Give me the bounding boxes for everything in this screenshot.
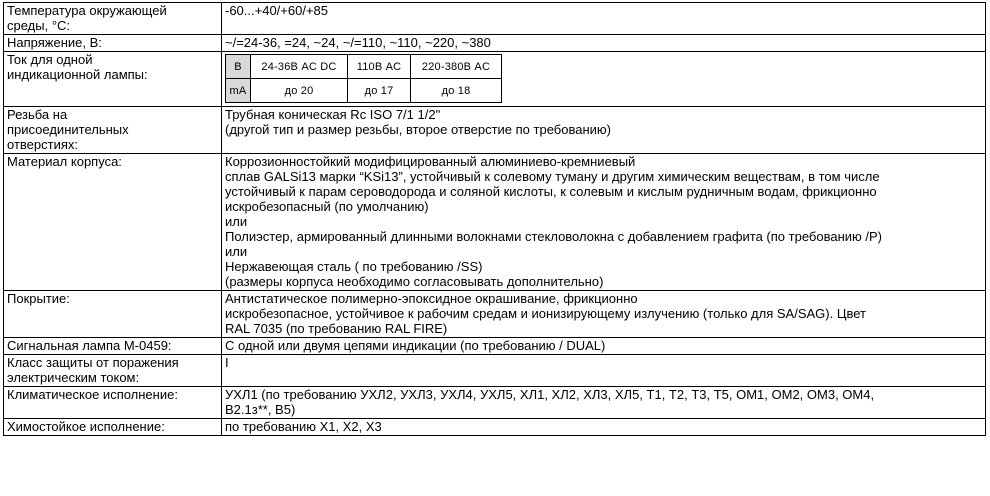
spec-value-line: сплав GALSi13 марки “KSi13”, устойчивый к солевому туману и другим химическим веществам, в том числе <box>225 169 880 184</box>
spec-value-line: Нержавеющая сталь ( по требованию /SS) <box>225 259 483 274</box>
spec-value-cell <box>222 338 986 355</box>
lamp-current-values-row <box>226 79 502 103</box>
lamp-current-cell: до 18 <box>411 79 502 103</box>
spec-value-line: устойчивый к парам сероводорода и соляной кислоты, к солевым и кислым рудничным водам, фрикционно <box>225 184 877 199</box>
spec-value-line: искробезопасный (по умолчанию) <box>225 199 429 214</box>
lamp-current-cell: 24-36В AC DC <box>251 55 348 79</box>
spec-label-cell <box>4 387 222 419</box>
spec-value-line: RAL 7035 (по требованию RAL FIRE) <box>225 321 448 336</box>
spec-value-cell <box>222 291 986 338</box>
spec-label-line: индикационной лампы: <box>7 67 148 82</box>
spec-label-line: Климатическое исполнение: <box>7 387 178 402</box>
spec-value-cell <box>222 3 986 35</box>
spec-value-line: -60...+40/+60/+85 <box>225 3 329 18</box>
lamp-current-cell: 220-380В AC <box>411 55 502 79</box>
spec-value-line: С одной или двумя цепями индикации (по требованию / DUAL) <box>225 338 606 353</box>
spec-label-cell <box>4 291 222 338</box>
lamp-current-cell: 110В AC <box>348 55 411 79</box>
spec-row <box>4 387 986 419</box>
spec-row <box>4 355 986 387</box>
spec-row <box>4 35 986 52</box>
spec-label-cell <box>4 355 222 387</box>
spec-value-cell <box>222 387 986 419</box>
spec-row <box>4 419 986 436</box>
spec-value-line: Коррозионностойкий модифицированный алюминиево-кремниевый <box>225 154 636 169</box>
spec-label-line: Покрытие: <box>7 291 70 306</box>
spec-label-line: Класс защиты от поражения <box>7 355 179 370</box>
spec-row <box>4 3 986 35</box>
spec-value-cell <box>222 52 986 107</box>
spec-value-cell <box>222 35 986 52</box>
lamp-current-header-row <box>226 55 502 79</box>
spec-label-cell <box>4 107 222 154</box>
spec-value-line: УХЛ1 (по требованию УХЛ2, УХЛ3, УХЛ4, УХЛ5, ХЛ1, ХЛ2, ХЛ3, ХЛ5, Т1, Т2, Т3, Т5, ОМ1, ОМ2, ОМ3, ОМ4, <box>225 387 875 402</box>
spec-value-line: I <box>225 355 229 370</box>
spec-row <box>4 52 986 107</box>
spec-value-line: (размеры корпуса необходимо согласовывать дополнительно) <box>225 274 604 289</box>
spec-row <box>4 338 986 355</box>
spec-label-line: Резьба на <box>7 107 68 122</box>
spec-table <box>3 2 986 436</box>
spec-value-line: искробезопасное, устойчивое к рабочим средам и ионизирующему излучению (только для SA/SAG). Цвет <box>225 306 866 321</box>
spec-label-line: среды, °С: <box>7 18 71 33</box>
spec-label-line: Ток для одной <box>7 52 93 67</box>
spec-row <box>4 291 986 338</box>
spec-label-cell <box>4 52 222 107</box>
spec-row <box>4 154 986 291</box>
spec-value-line: или <box>225 214 248 229</box>
spec-label-cell <box>4 3 222 35</box>
spec-value-cell <box>222 107 986 154</box>
spec-value-line: Трубная коническая Rc ISO 7/1 1/2" <box>225 107 441 122</box>
spec-value-line: (другой тип и размер резьбы, второе отверстие по требованию) <box>225 122 611 137</box>
lamp-current-cell: до 20 <box>251 79 348 103</box>
spec-row <box>4 107 986 154</box>
spec-label-cell <box>4 419 222 436</box>
spec-label-line: отверстиях: <box>7 137 78 152</box>
spec-value-line: Антистатическое полимерно-эпоксидное окрашивание, фрикционно <box>225 291 638 306</box>
spec-label-line: Химостойкое исполнение: <box>7 419 165 434</box>
lamp-current-cell: В <box>226 55 251 79</box>
spec-value-cell <box>222 419 986 436</box>
lamp-current-cell: до 17 <box>348 79 411 103</box>
spec-label-line: Температура окружающей <box>7 3 167 18</box>
spec-value-cell <box>222 154 986 291</box>
spec-label-line: Сигнальная лампа М-0459: <box>7 338 172 353</box>
spec-value-line: Полиэстер, армированный длинными волокнами стекловолокна с добавлением графита (по требованию /P) <box>225 229 882 244</box>
spec-label-line: Напряжение, В: <box>7 35 102 50</box>
spec-label-cell <box>4 154 222 291</box>
lamp-current-cell: mA <box>226 79 251 103</box>
spec-value-line: или <box>225 244 248 259</box>
spec-label-cell <box>4 35 222 52</box>
spec-value-line: ~/=24-36, =24, ~24, ~/=110, ~110, ~220, ~380 <box>225 35 491 50</box>
spec-label-line: присоединительных <box>7 122 129 137</box>
spec-value-line: В2.1з**, В5) <box>225 402 296 417</box>
lamp-current-table <box>225 54 502 103</box>
spec-label-line: Материал корпуса: <box>7 154 122 169</box>
spec-value-line: по требованию Х1, Х2, Х3 <box>225 419 382 434</box>
spec-value-cell <box>222 355 986 387</box>
spec-label-line: электрическим током: <box>7 370 140 385</box>
spec-label-cell <box>4 338 222 355</box>
